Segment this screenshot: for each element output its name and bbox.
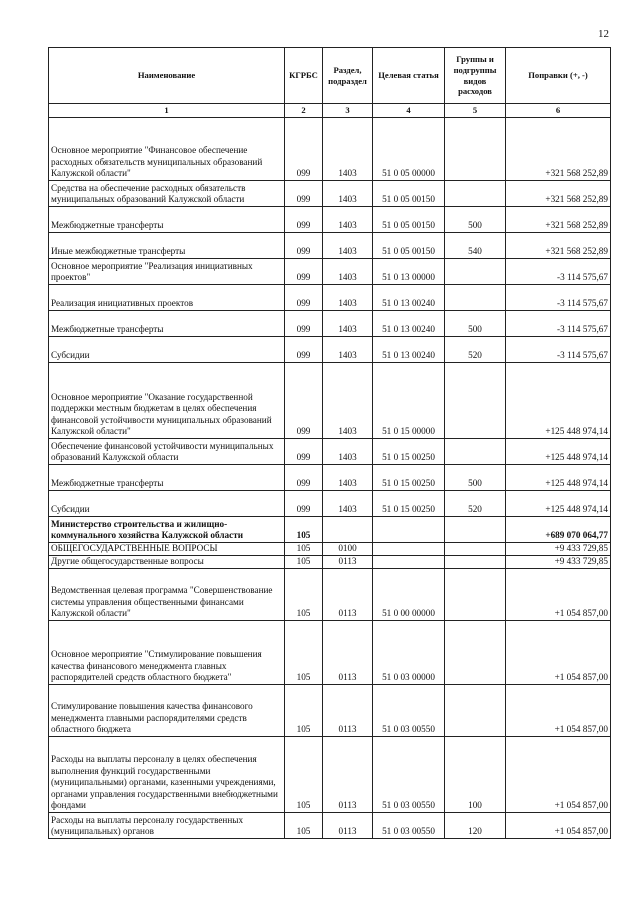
row-expense-group: 100 — [445, 737, 506, 813]
row-target-article: 51 0 13 00000 — [373, 259, 445, 285]
row-section: 0113 — [323, 737, 373, 813]
row-expense-group: 520 — [445, 491, 506, 517]
table-row — [49, 207, 611, 233]
row-kgrbs: 099 — [285, 207, 323, 233]
table-row — [49, 517, 611, 543]
row-kgrbs: 105 — [285, 813, 323, 839]
row-name: Межбюджетные трансферты — [49, 207, 285, 233]
row-name: Министерство строительства и жилищно-коммунального хозяйства Калужской области — [49, 517, 285, 543]
row-section: 0113 — [323, 556, 373, 569]
header-name: Наименование — [49, 48, 285, 104]
row-target-article: 51 0 00 00000 — [373, 569, 445, 621]
row-kgrbs: 105 — [285, 569, 323, 621]
row-section — [323, 517, 373, 543]
row-amendment-amount: +125 448 974,14 — [506, 439, 611, 465]
table-row — [49, 233, 611, 259]
table-row — [49, 685, 611, 737]
row-section: 1403 — [323, 491, 373, 517]
row-section: 1403 — [323, 118, 373, 181]
row-target-article: 51 0 13 00240 — [373, 285, 445, 311]
row-expense-group — [445, 181, 506, 207]
row-amendment-amount: +321 568 252,89 — [506, 233, 611, 259]
row-kgrbs: 099 — [285, 363, 323, 439]
column-number: 5 — [445, 104, 506, 118]
row-name: Другие общегосударственные вопросы — [49, 556, 285, 569]
row-kgrbs: 099 — [285, 285, 323, 311]
row-section: 0113 — [323, 621, 373, 685]
row-name: Субсидии — [49, 491, 285, 517]
table-row — [49, 465, 611, 491]
row-amendment-amount: +321 568 252,89 — [506, 181, 611, 207]
row-section: 1403 — [323, 337, 373, 363]
table-row — [49, 556, 611, 569]
row-expense-group — [445, 439, 506, 465]
row-expense-group — [445, 259, 506, 285]
row-target-article: 51 0 05 00150 — [373, 233, 445, 259]
row-section: 1403 — [323, 181, 373, 207]
row-kgrbs: 099 — [285, 311, 323, 337]
row-section: 1403 — [323, 311, 373, 337]
row-kgrbs: 099 — [285, 233, 323, 259]
row-target-article: 51 0 03 00550 — [373, 813, 445, 839]
row-amendment-amount: -3 114 575,67 — [506, 337, 611, 363]
row-amendment-amount: -3 114 575,67 — [506, 311, 611, 337]
header-groups: Группы и подгруппы видов расходов — [445, 48, 506, 104]
column-number: 3 — [323, 104, 373, 118]
row-expense-group: 500 — [445, 311, 506, 337]
row-kgrbs: 105 — [285, 737, 323, 813]
row-amendment-amount: +125 448 974,14 — [506, 465, 611, 491]
row-target-article: 51 0 03 00550 — [373, 737, 445, 813]
row-name: Основное мероприятие "Оказание государственной поддержки местным бюджетам в целях обеспечения финансовой устойчивости муниципальных образований Калужской области" — [49, 363, 285, 439]
row-expense-group: 520 — [445, 337, 506, 363]
row-expense-group — [445, 285, 506, 311]
row-name: Основное мероприятие "Финансовое обеспечение расходных обязательств муниципальных образований Калужской области" — [49, 118, 285, 181]
row-name: Иные межбюджетные трансферты — [49, 233, 285, 259]
row-kgrbs: 099 — [285, 259, 323, 285]
row-name: Средства на обеспечение расходных обязательств муниципальных образований Калужской области — [49, 181, 285, 207]
row-section: 0113 — [323, 569, 373, 621]
header-section: Раздел, подраздел — [323, 48, 373, 104]
row-kgrbs: 099 — [285, 491, 323, 517]
row-amendment-amount: +1 054 857,00 — [506, 569, 611, 621]
row-section: 1403 — [323, 285, 373, 311]
row-section: 1403 — [323, 259, 373, 285]
row-amendment-amount: +321 568 252,89 — [506, 118, 611, 181]
column-number: 2 — [285, 104, 323, 118]
row-section: 1403 — [323, 465, 373, 491]
row-name: Реализация инициативных проектов — [49, 285, 285, 311]
row-amendment-amount: +9 433 729,85 — [506, 556, 611, 569]
row-target-article: 51 0 03 00000 — [373, 621, 445, 685]
row-target-article: 51 0 15 00000 — [373, 363, 445, 439]
row-expense-group — [445, 118, 506, 181]
row-amendment-amount: +1 054 857,00 — [506, 813, 611, 839]
row-kgrbs: 099 — [285, 465, 323, 491]
row-amendment-amount: +125 448 974,14 — [506, 363, 611, 439]
row-expense-group: 500 — [445, 207, 506, 233]
row-kgrbs: 099 — [285, 118, 323, 181]
row-name: ОБЩЕГОСУДАРСТВЕННЫЕ ВОПРОСЫ — [49, 543, 285, 556]
row-section: 1403 — [323, 207, 373, 233]
table-row — [49, 543, 611, 556]
table-row — [49, 311, 611, 337]
table-row — [49, 813, 611, 839]
row-expense-group: 500 — [445, 465, 506, 491]
row-name: Межбюджетные трансферты — [49, 465, 285, 491]
row-target-article: 51 0 05 00000 — [373, 118, 445, 181]
row-amendment-amount: +1 054 857,00 — [506, 737, 611, 813]
row-name: Субсидии — [49, 337, 285, 363]
row-target-article: 51 0 03 00550 — [373, 685, 445, 737]
row-expense-group — [445, 621, 506, 685]
row-target-article: 51 0 13 00240 — [373, 311, 445, 337]
row-amendment-amount: +9 433 729,85 — [506, 543, 611, 556]
row-amendment-amount: -3 114 575,67 — [506, 259, 611, 285]
row-amendment-amount: -3 114 575,67 — [506, 285, 611, 311]
row-section: 0113 — [323, 813, 373, 839]
row-name: Расходы на выплаты персоналу в целях обеспечения выполнения функций государственными (муниципальными) органами, казенными учреждениями, органами управления государственными внебюджетными фондами — [49, 737, 285, 813]
header-kgrbs: КГРБС — [285, 48, 323, 104]
row-expense-group — [445, 556, 506, 569]
table-row — [49, 259, 611, 285]
row-target-article: 51 0 05 00150 — [373, 207, 445, 233]
table-row — [49, 337, 611, 363]
row-kgrbs: 099 — [285, 439, 323, 465]
table-row — [49, 285, 611, 311]
table-header-row — [49, 48, 611, 104]
row-expense-group — [445, 569, 506, 621]
row-name: Обеспечение финансовой устойчивости муниципальных образований Калужской области — [49, 439, 285, 465]
row-target-article: 51 0 15 00250 — [373, 439, 445, 465]
row-section: 0113 — [323, 685, 373, 737]
column-number: 1 — [49, 104, 285, 118]
row-target-article — [373, 556, 445, 569]
row-amendment-amount: +1 054 857,00 — [506, 621, 611, 685]
row-target-article — [373, 517, 445, 543]
table-row — [49, 621, 611, 685]
row-expense-group — [445, 685, 506, 737]
column-number: 6 — [506, 104, 611, 118]
row-section: 1403 — [323, 439, 373, 465]
row-section: 0100 — [323, 543, 373, 556]
table-row — [49, 181, 611, 207]
table-row — [49, 737, 611, 813]
page-number: 12 — [598, 28, 609, 40]
row-name: Ведомственная целевая программа "Совершенствование системы управления общественными финансами Калужской области" — [49, 569, 285, 621]
row-target-article: 51 0 05 00150 — [373, 181, 445, 207]
row-amendment-amount: +689 070 064,77 — [506, 517, 611, 543]
row-target-article: 51 0 15 00250 — [373, 491, 445, 517]
row-kgrbs: 105 — [285, 621, 323, 685]
header-target: Целевая статья — [373, 48, 445, 104]
row-amendment-amount: +125 448 974,14 — [506, 491, 611, 517]
row-kgrbs: 105 — [285, 685, 323, 737]
row-amendment-amount: +321 568 252,89 — [506, 207, 611, 233]
row-expense-group — [445, 517, 506, 543]
row-kgrbs: 105 — [285, 543, 323, 556]
table-row — [49, 118, 611, 181]
row-expense-group — [445, 363, 506, 439]
table-row — [49, 491, 611, 517]
row-expense-group — [445, 543, 506, 556]
row-name: Расходы на выплаты персоналу государственных (муниципальных) органов — [49, 813, 285, 839]
row-amendment-amount: +1 054 857,00 — [506, 685, 611, 737]
table-row — [49, 439, 611, 465]
row-name: Межбюджетные трансферты — [49, 311, 285, 337]
row-expense-group: 120 — [445, 813, 506, 839]
row-kgrbs: 099 — [285, 181, 323, 207]
column-number: 4 — [373, 104, 445, 118]
row-target-article: 51 0 15 00250 — [373, 465, 445, 491]
table-row — [49, 569, 611, 621]
row-kgrbs: 105 — [285, 556, 323, 569]
row-target-article: 51 0 13 00240 — [373, 337, 445, 363]
row-expense-group: 540 — [445, 233, 506, 259]
header-amendments: Поправки (+, -) — [506, 48, 611, 104]
row-name: Основное мероприятие "Реализация инициативных проектов" — [49, 259, 285, 285]
row-section: 1403 — [323, 233, 373, 259]
row-name: Основное мероприятие "Стимулирование повышения качества финансового менеджмента главных распорядителей средств областного бюджета" — [49, 621, 285, 685]
table-row — [49, 363, 611, 439]
row-section: 1403 — [323, 363, 373, 439]
row-kgrbs: 105 — [285, 517, 323, 543]
column-number-row — [49, 104, 611, 118]
row-kgrbs: 099 — [285, 337, 323, 363]
budget-amendments-table — [48, 47, 611, 839]
row-name: Стимулирование повышения качества финансового менеджмента главными распорядителями средств областного бюджета — [49, 685, 285, 737]
row-target-article — [373, 543, 445, 556]
